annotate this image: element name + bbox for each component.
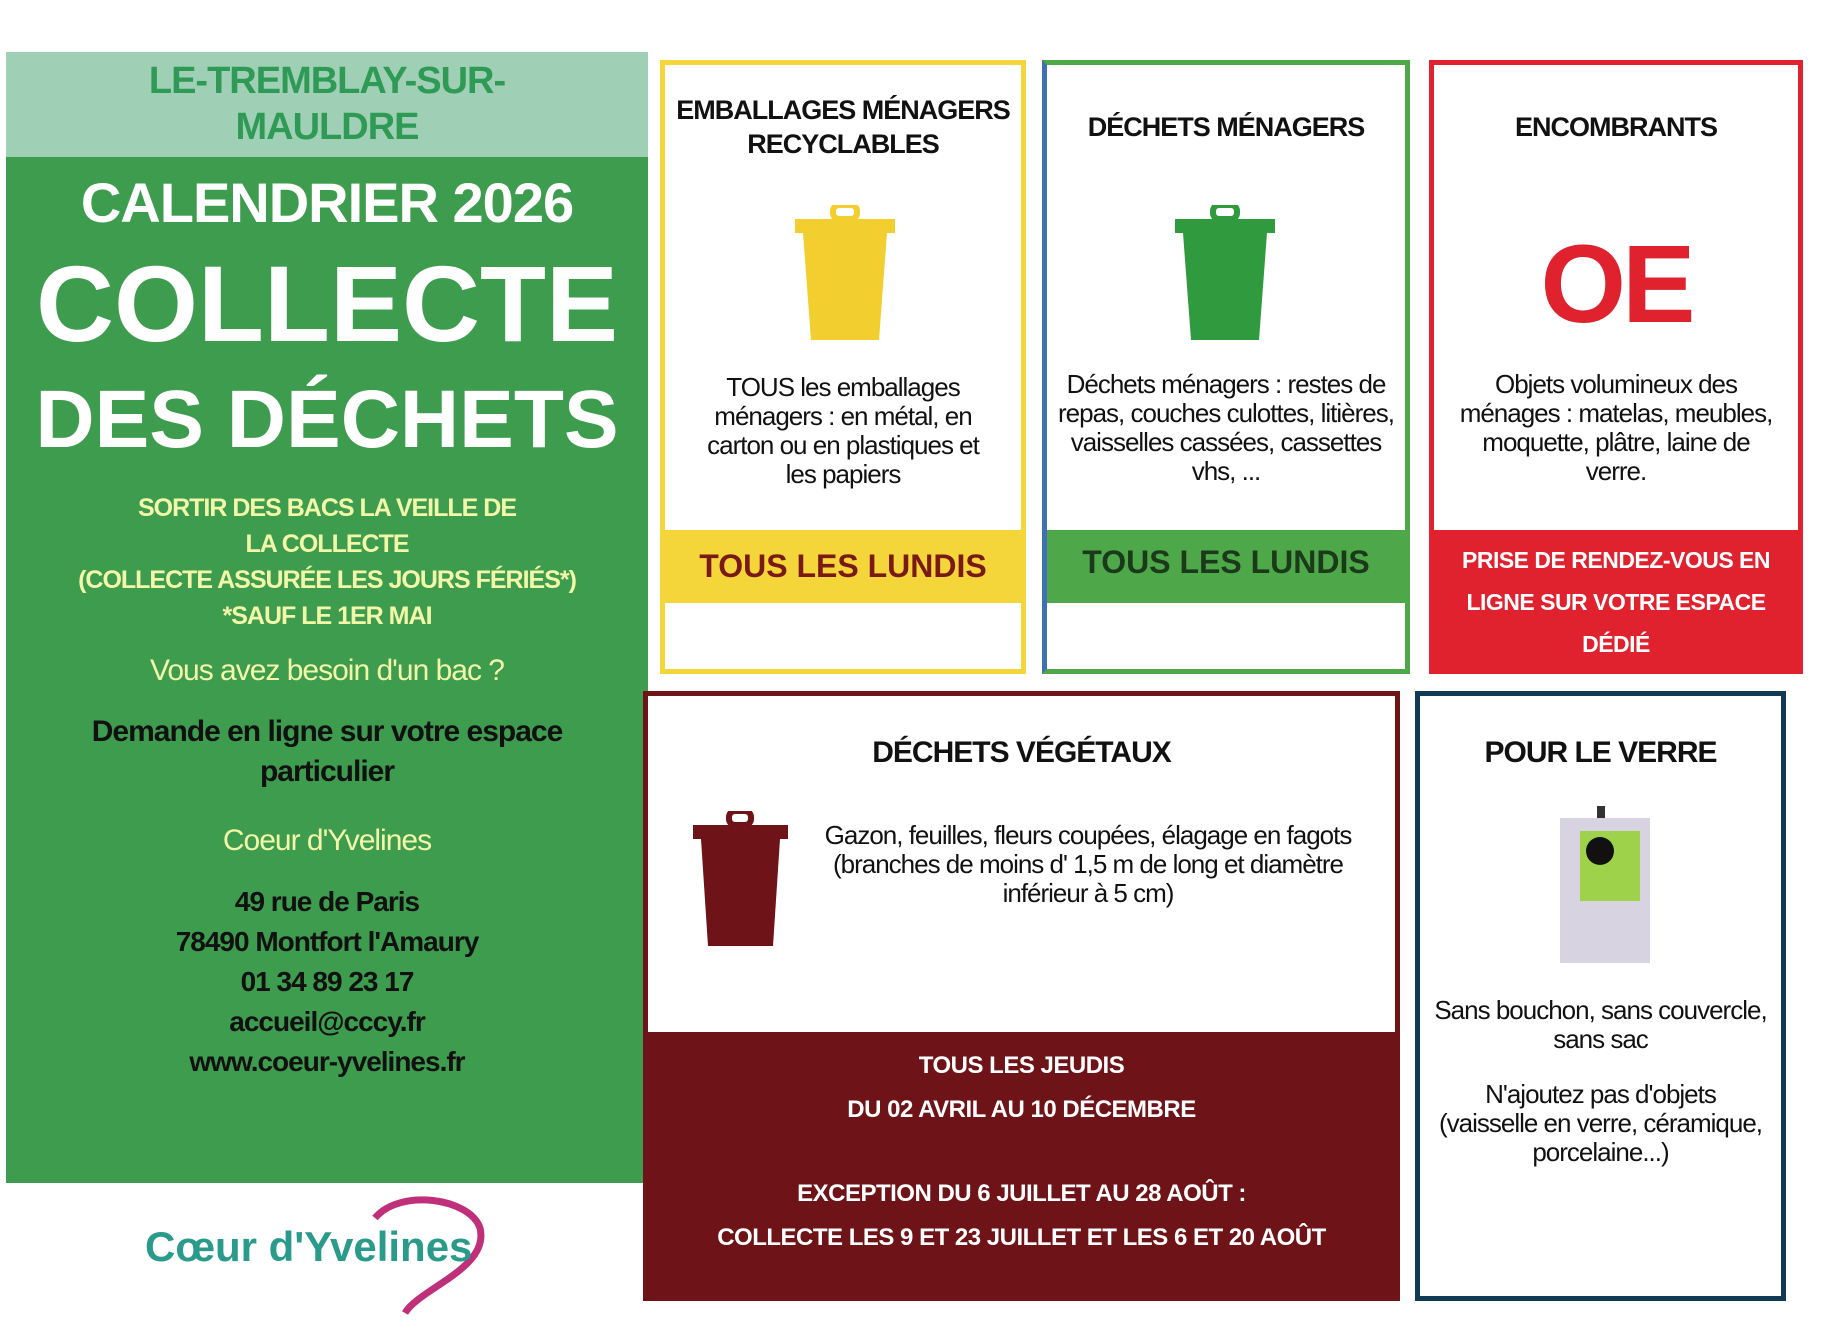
card-title: ENCOMBRANTS [1515,112,1717,142]
notice-line: LA COLLECTE [245,530,409,558]
yellow-bin-icon [795,205,895,345]
notice-line: SORTIR DES BACS LA VEILLE DE [137,494,517,522]
card-description: TOUS les emballages ménagers : en métal, en carton ou en plastiques et les papiers [707,372,979,489]
town-name: LE-TREMBLAY-SUR-MAULDRE [6,52,648,157]
notice-line: (COLLECTE ASSURÉE LES JOURS FÉRIÉS*) [78,566,576,594]
oe-badge: OE [1540,223,1692,346]
logo [140,1188,520,1323]
card-title: EMBALLAGES MÉNAGERS [676,95,1010,125]
address-city: 78490 Montfort l'Amaury [175,926,479,957]
bin-question: Vous avez besoin d'un bac ? [149,654,504,687]
schedule: TOUS LES LUNDIS [1047,530,1405,603]
notice-line: *SAUF LE 1ER MAI [222,602,432,630]
card-recyclables [660,60,1026,674]
card-encombrants [1429,60,1803,674]
org-name: Coeur d'Yvelines [222,824,432,857]
schedule: PRISE DE RENDEZ-VOUS EN [1462,547,1770,573]
card-description: Objets volumineux des ménages : matelas, meubles, moquette, plâtre, laine de verre. [1459,369,1773,486]
brown-bin-icon [693,811,788,951]
request-text: Demande en ligne sur votre espace [91,715,563,748]
verre-restrictions: N'ajoutez pas d'objets (vaisselle en verre, céramique, porcelaine...) [1438,1079,1763,1167]
request-text: particulier [259,755,395,788]
logo-text: Cœur d'Yvelines [145,1223,473,1270]
schedule: TOUS LES JEUDIS [918,1052,1125,1079]
website-link[interactable]: www.coeur-yvelines.fr [189,1046,465,1077]
card-description: Déchets ménagers : restes de repas, couches culottes, litières, vaisselles cassées, cassettes vhs, ... [1058,369,1394,486]
address-street: 49 rue de Paris [234,886,420,917]
glass-container-icon [1555,806,1655,966]
info-panel [6,52,648,1183]
card-vegetaux [643,691,1400,1301]
phone: 01 34 89 23 17 [240,966,414,997]
green-bin-icon [1175,205,1275,345]
exception: COLLECTE LES 9 ET 23 JUILLET ET LES 6 ET 20 AOÛT [717,1224,1326,1251]
headline-dechets: DES DÉCHETS [35,374,619,465]
schedule: TOUS LES LUNDIS [665,530,1021,603]
schedule: LIGNE SUR VOTRE ESPACE [1466,589,1766,615]
card-title: POUR LE VERRE [1484,736,1717,769]
card-title: DÉCHETS MÉNAGERS [1087,112,1365,142]
card-title: RECYCLABLES [747,129,939,159]
verre-instructions: Sans bouchon, sans couvercle, sans sac [1434,995,1767,1054]
calendar-year: CALENDRIER 2026 [80,171,574,234]
card-description: Gazon, feuilles, fleurs coupées, élagage en fagots (branches de moins d' 1,5 m de long et diamètre inférieur à 5 cm) [824,820,1352,908]
email-link[interactable]: accueil@cccy.fr [229,1006,425,1037]
schedule: DU 02 AVRIL AU 10 DÉCEMBRE [847,1096,1196,1123]
card-verre [1415,691,1786,1301]
schedule: DÉDIÉ [1582,631,1650,657]
headline-collecte: COLLECTE [36,243,618,364]
card-menagers [1042,60,1410,674]
card-title: DÉCHETS VÉGÉTAUX [872,736,1171,769]
exception: EXCEPTION DU 6 JUILLET AU 28 AOÛT : [797,1180,1246,1207]
